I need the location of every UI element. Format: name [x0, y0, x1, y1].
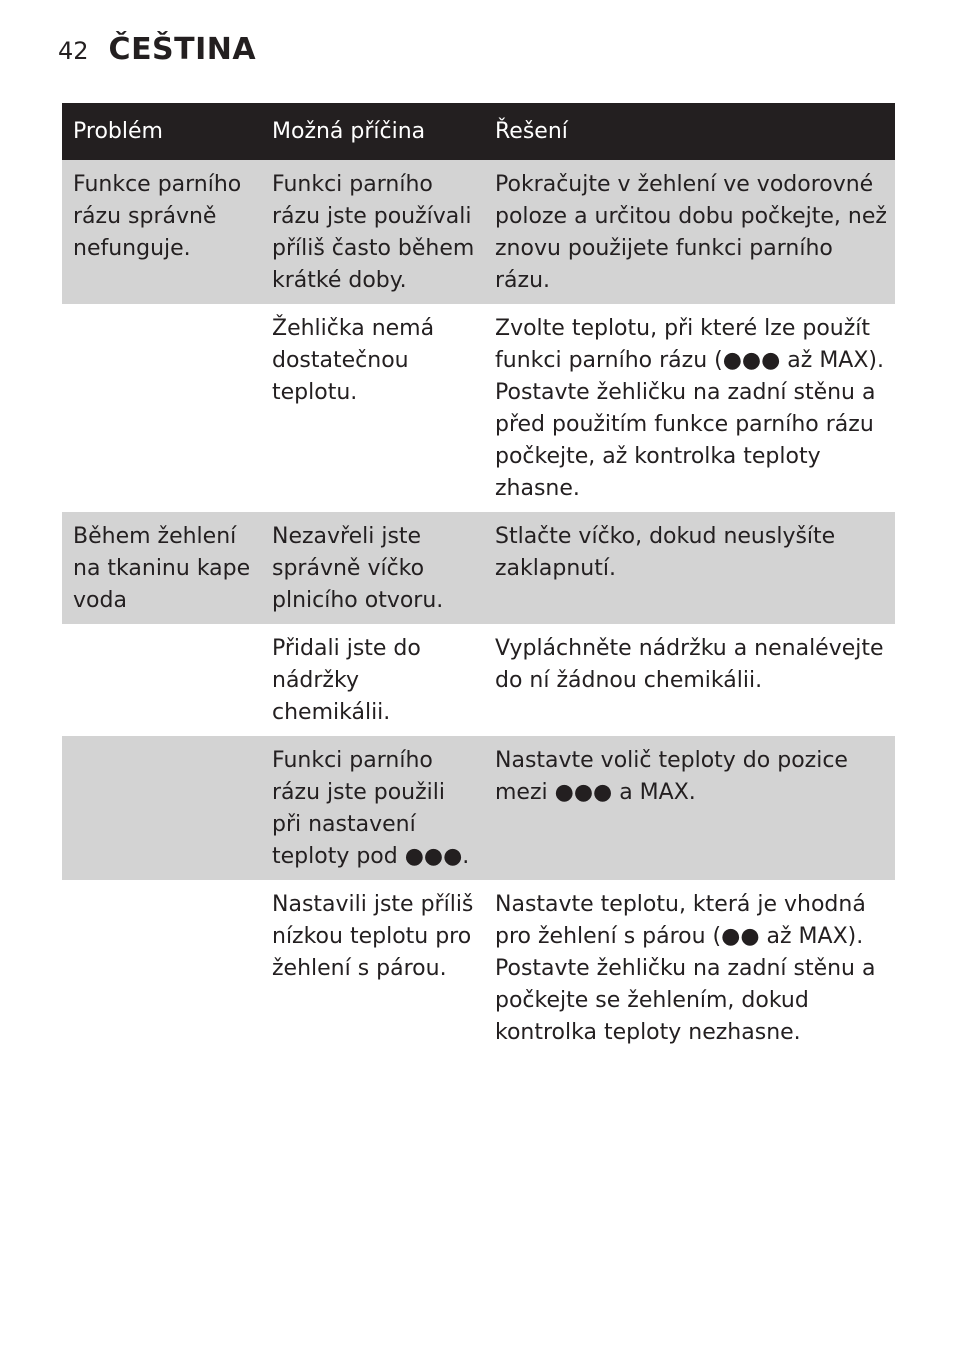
- section-title: ČEŠTINA: [108, 32, 257, 67]
- column-header-solution: Řešení: [484, 103, 895, 160]
- troubleshooting-table: [62, 103, 895, 1056]
- solution-cell: Zvolte teplotu, při které lze použít funkci parního rázu (●●● až MAX). Postavte žehličku na zadní stěnu a před použitím funkce parního rázu počkejte, až kontrolka teploty zhasne.: [484, 304, 895, 512]
- column-header-cause: Možná příčina: [261, 103, 484, 160]
- table-row: [62, 624, 895, 736]
- page-header: [58, 32, 256, 67]
- solution-cell: Stlačte víčko, dokud neuslyšíte zaklapnutí.: [484, 512, 895, 624]
- cause-cell: Nastavili jste příliš nízkou teplotu pro žehlení s párou.: [261, 880, 484, 1056]
- table-row: [62, 736, 895, 880]
- solution-cell: Nastavte teplotu, která je vhodná pro žehlení s párou (●● až MAX). Postavte žehličku na zadní stěnu a počkejte se žehlením, dokud kontrolka teploty nezhasne.: [484, 880, 895, 1056]
- page-number: 42: [58, 37, 89, 65]
- problem-cell: [62, 736, 261, 880]
- problem-cell: Během žehlení na tkaninu kape voda: [62, 512, 261, 624]
- cause-cell: Funkci parního rázu jste použili při nastavení teploty pod ●●●.: [261, 736, 484, 880]
- table-row: [62, 880, 895, 1056]
- solution-cell: Nastavte volič teploty do pozice mezi ●●● a MAX.: [484, 736, 895, 880]
- cause-cell: Funkci parního rázu jste používali příliš často během krátké doby.: [261, 160, 484, 304]
- problem-cell: Funkce parního rázu správně nefunguje.: [62, 160, 261, 304]
- problem-cell: [62, 624, 261, 736]
- solution-cell: Vypláchněte nádržku a nenalévejte do ní žádnou chemikálii.: [484, 624, 895, 736]
- cause-cell: Přidali jste do nádržky chemikálii.: [261, 624, 484, 736]
- column-header-problem: Problém: [62, 103, 261, 160]
- table-row: [62, 304, 895, 512]
- cause-cell: Žehlička nemá dostatečnou teplotu.: [261, 304, 484, 512]
- problem-cell: [62, 880, 261, 1056]
- cause-cell: Nezavřeli jste správně víčko plnicího otvoru.: [261, 512, 484, 624]
- table-header-row: [62, 103, 895, 160]
- solution-cell: Pokračujte v žehlení ve vodorovné poloze a určitou dobu počkejte, než znovu použijete funkci parního rázu.: [484, 160, 895, 304]
- table-row: [62, 512, 895, 624]
- table-row: [62, 160, 895, 304]
- problem-cell: [62, 304, 261, 512]
